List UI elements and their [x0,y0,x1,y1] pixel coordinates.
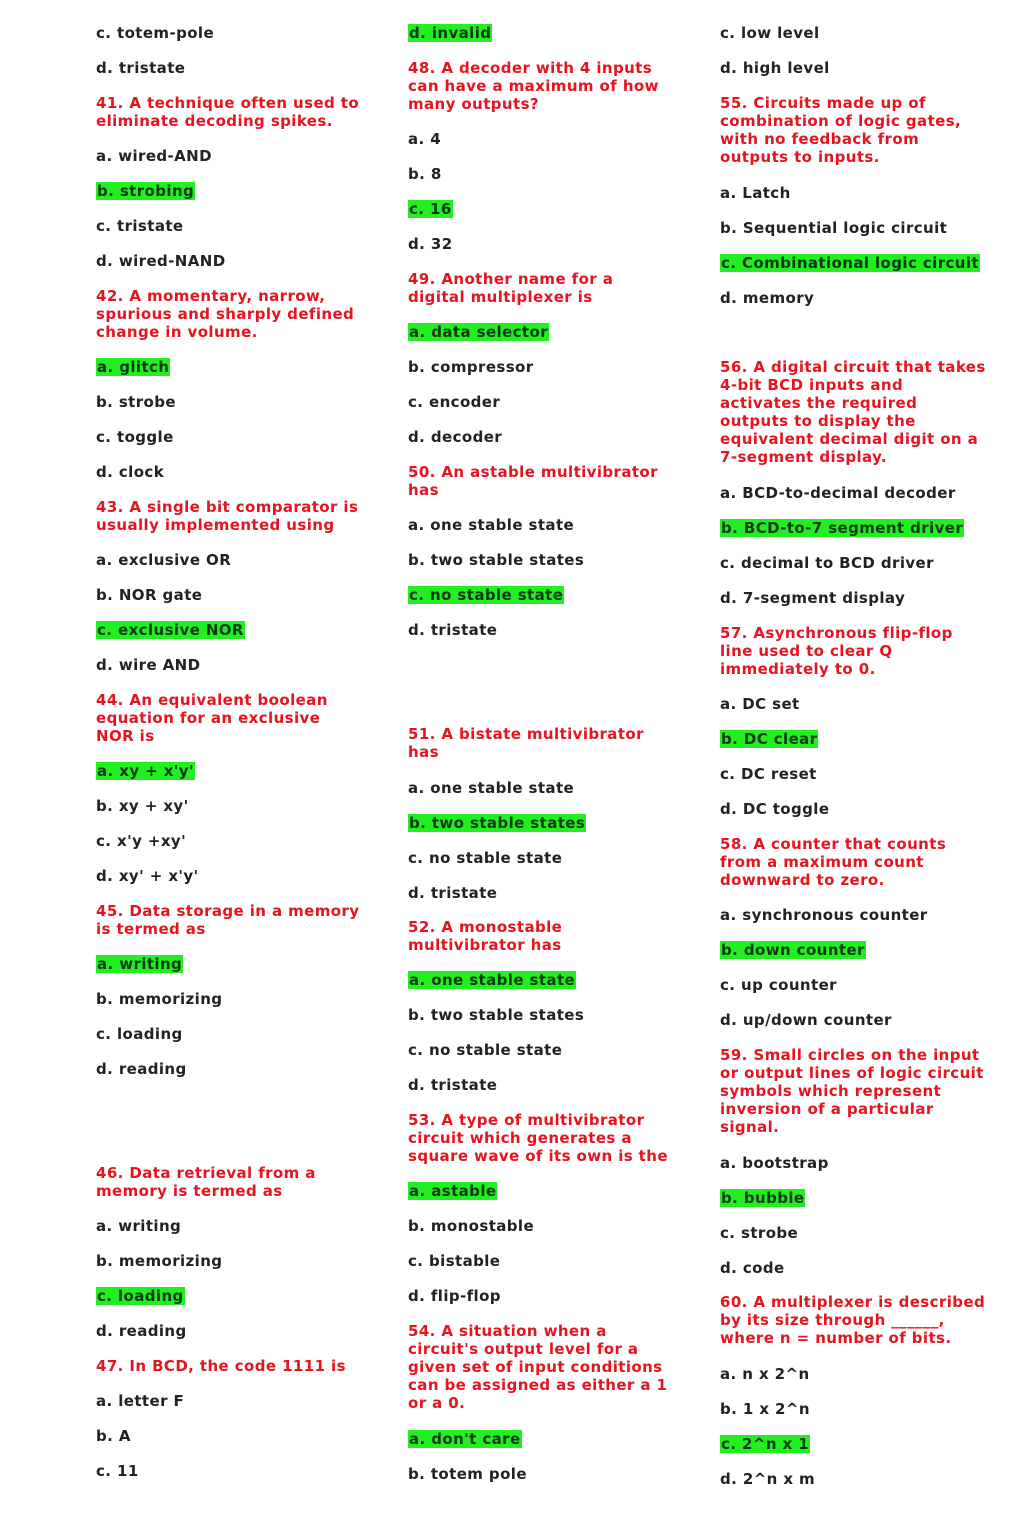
answer-option [408,130,441,148]
answer-option [408,551,584,569]
answer-option-line: d. reading [96,1060,187,1078]
answer-option [720,765,817,783]
question-text-line: 46. Data retrieval from a [96,1164,316,1182]
answer-option-line: d. 7-segment display [720,589,906,607]
question-text-line: inversion of a particular [720,1100,934,1118]
question-text-line: can have a maximum of how [408,77,659,95]
question-text [408,725,644,761]
correct-answer-line: c. loading [97,1287,184,1305]
answer-option [720,1259,785,1277]
question-text-line: 51. A bistate multivibrator [408,725,644,743]
answer-option [720,589,905,607]
question-text-line: 49. Another name for a [408,270,614,288]
question-text-line: 44. An equivalent boolean [96,691,328,709]
answer-option-line: a. letter F [96,1392,185,1410]
question-text-line: 47. In BCD, the code 1111 is [96,1357,346,1375]
answer-option-line: c. encoder [408,393,501,411]
correct-answer-line: a. astable [409,1182,497,1200]
answer-option [720,289,814,307]
answer-option-line: b. totem pole [408,1465,527,1483]
question-text-line: given set of input conditions [408,1358,663,1376]
correct-answer-line: a. data selector [409,323,548,341]
answer-option-line: d. up/down counter [720,1011,892,1029]
answer-option-line: a. one stable state [408,516,575,534]
answer-option [96,1025,183,1043]
answer-option-line: c. low level [720,24,820,42]
correct-answer-line: a. don't care [409,1430,521,1448]
question-text-line: combination of logic gates, [720,112,962,130]
answer-option [408,884,497,902]
question-text [408,918,562,954]
answer-option-line: a. exclusive OR [96,551,232,569]
answer-option [96,24,214,42]
correct-answer [720,519,964,537]
answer-option-line: b. xy + xy' [96,797,189,815]
answer-option-line: b. 1 x 2^n [720,1400,810,1418]
answer-option-line: d. flip-flop [408,1287,501,1305]
question-text-line: 43. A single bit comparator is [96,498,359,516]
question-text-line: 42. A momentary, narrow, [96,287,326,305]
answer-option-line: b. A [96,1427,131,1445]
answer-option-line: d. tristate [408,884,498,902]
question-text-line: 48. A decoder with 4 inputs [408,59,653,77]
correct-answer-line: d. invalid [409,24,492,42]
answer-option-line: b. two stable states [408,551,585,569]
answer-option [408,779,574,797]
correct-answer-line: a. xy + x'y' [97,762,194,780]
question-text-line: 50. An astable multivibrator [408,463,658,481]
question-text-line: 54. A situation when a [408,1322,607,1340]
correct-answer-line: b. bubble [721,1189,805,1207]
answer-option [96,586,202,604]
correct-answer [408,24,492,42]
answer-option-line: b. memorizing [96,1252,223,1270]
question-text-line: 55. Circuits made up of [720,94,926,112]
question-text-line: symbols which represent [720,1082,942,1100]
answer-option-line: b. two stable states [408,1006,585,1024]
question-text-line: or a 0. [408,1394,466,1412]
answer-option-line: c. 11 [96,1462,139,1480]
correct-answer-line: c. 2^n x 1 [721,1435,810,1453]
answer-option-line: c. loading [96,1025,183,1043]
answer-option [408,165,442,183]
question-text [720,1293,985,1347]
question-text-line: or output lines of logic circuit [720,1064,984,1082]
answer-option-line: b. memorizing [96,990,223,1008]
answer-option-line: a. bootstrap [720,1154,829,1172]
question-text-line: multivibrator has [408,936,562,954]
answer-option-line: c. decimal to BCD driver [720,554,934,572]
answer-option [96,252,226,270]
answer-option-line: a. BCD-to-decimal decoder [720,484,956,502]
answer-option-line: b. monostable [408,1217,535,1235]
question-text-line: downward to zero. [720,871,885,889]
question-text-line: can be assigned as either a 1 [408,1376,668,1394]
answer-option [720,976,837,994]
correct-answer-line: b. down counter [721,941,865,959]
answer-option [96,463,164,481]
answer-option [96,1217,181,1235]
correct-answer-line: c. Combinational logic circuit [721,254,979,272]
question-text [96,1357,346,1375]
question-text-line: from a maximum count [720,853,924,871]
answer-option [96,1427,131,1445]
answer-option [720,695,800,713]
question-text [408,463,658,499]
question-text-line: is termed as [96,920,206,938]
question-text-line: where n = number of bits. [720,1329,952,1347]
answer-option-line: d. memory [720,289,815,307]
answer-option [408,235,453,253]
answer-option [96,1252,222,1270]
answer-option-line: d. DC toggle [720,800,830,818]
answer-option [720,24,820,42]
question-text-line: 41. A technique often used to [96,94,360,112]
question-text [408,1111,668,1165]
correct-answer [96,762,195,780]
question-text [96,287,354,341]
question-text-line: 45. Data storage in a memory [96,902,360,920]
answer-option [96,1392,184,1410]
answer-option [96,147,212,165]
correct-answer [720,1189,805,1207]
question-text [408,270,613,306]
question-text-line: spurious and sharply defined [96,305,355,323]
answer-option [96,1060,187,1078]
correct-answer [96,182,195,200]
answer-option-line: d. wired-NAND [96,252,226,270]
answer-option-line: b. compressor [408,358,534,376]
answer-option-line: d. decoder [408,428,503,446]
question-text [720,835,946,889]
answer-option [720,1011,892,1029]
answer-option-line: c. no stable state [408,849,563,867]
correct-answer [720,941,866,959]
answer-option [408,516,574,534]
answer-option-line: d. tristate [408,1076,498,1094]
answer-option-line: d. high level [720,59,830,77]
correct-answer-line: b. strobing [97,182,195,200]
question-text-line: circuit which generates a [408,1129,632,1147]
question-text-line: has [408,743,439,761]
answer-option [720,1470,815,1488]
correct-answer-line: b. BCD-to-7 segment driver [721,519,964,537]
answer-option-line: a. DC set [720,695,800,713]
correct-answer-line: c. 16 [409,200,452,218]
answer-option-line: c. tristate [96,217,184,235]
correct-answer-line: a. one stable state [409,971,576,989]
answer-option-line: b. NOR gate [96,586,203,604]
answer-option-line: c. no stable state [408,1041,563,1059]
answer-option-line: a. n x 2^n [720,1365,810,1383]
question-text-line: change in volume. [96,323,258,341]
correct-answer [408,971,576,989]
answer-option [96,217,184,235]
question-text-line: 60. A multiplexer is described [720,1293,986,1311]
answer-option-line: d. 2^n x m [720,1470,816,1488]
answer-option-line: b. strobe [96,393,176,411]
answer-option [720,1224,798,1242]
answer-option [408,1217,534,1235]
question-text-line: 52. A monostable [408,918,563,936]
question-text-line: 56. A digital circuit that takes [720,358,986,376]
correct-answer [96,1287,185,1305]
answer-option-line: a. one stable state [408,779,575,797]
answer-option [720,1400,810,1418]
question-text-line: NOR is [96,727,155,745]
answer-option [96,797,189,815]
answer-option-line: a. Latch [720,184,791,202]
correct-answer-line: b. two stable states [409,814,586,832]
answer-option-line: d. tristate [96,59,186,77]
question-text [720,358,986,466]
correct-answer [96,358,170,376]
question-text-line: 53. A type of multivibrator [408,1111,645,1129]
answer-option [96,428,174,446]
question-text-line: line used to clear Q [720,642,893,660]
answer-option [720,1365,810,1383]
answer-option-line: d. wire AND [96,656,201,674]
question-text [96,498,358,534]
answer-option-line: c. up counter [720,976,837,994]
answer-option-line: c. bistable [408,1252,501,1270]
question-text [720,94,961,166]
question-text [96,94,359,130]
question-text-line: circuit's output level for a [408,1340,639,1358]
question-text [720,624,953,678]
answer-option-line: c. toggle [96,428,174,446]
answer-option [720,59,830,77]
question-text-line: activates the required [720,394,918,412]
answer-option [96,1322,187,1340]
answer-option-line: d. xy' + x'y' [96,867,199,885]
correct-answer [720,254,980,272]
answer-option [720,219,947,237]
correct-answer [408,1430,522,1448]
correct-answer [408,323,549,341]
answer-option [720,554,934,572]
correct-answer-line: c. exclusive NOR [97,621,244,639]
question-text-line: outputs to inputs. [720,148,880,166]
answer-option [720,184,791,202]
answer-option [408,1076,497,1094]
answer-option [408,1287,501,1305]
answer-option [408,1006,584,1024]
question-text-line: 58. A counter that counts [720,835,947,853]
answer-option-line: a. 4 [408,130,442,148]
answer-option-line: d. tristate [408,621,498,639]
question-text [408,1322,667,1412]
correct-answer [408,814,586,832]
question-text-line: square wave of its own is the [408,1147,668,1165]
answer-option [96,832,186,850]
question-text-line: digital multiplexer is [408,288,593,306]
answer-option-line: c. totem-pole [96,24,215,42]
question-text [96,902,359,938]
question-text-line: usually implemented using [96,516,335,534]
answer-option [96,867,199,885]
answer-option [96,656,200,674]
question-text-line: 4-bit BCD inputs and [720,376,904,394]
answer-option [408,1252,500,1270]
answer-option-line: c. DC reset [720,765,817,783]
answer-option-line: a. wired-AND [96,147,212,165]
answer-option [720,800,829,818]
answer-option [408,393,500,411]
correct-answer [96,955,183,973]
answer-option-line: d. 32 [408,235,453,253]
answer-option [96,990,222,1008]
question-text-line: 7-segment display. [720,448,888,466]
answer-option [408,428,502,446]
answer-option [96,1462,139,1480]
answer-option [720,906,928,924]
answer-option-line: a. synchronous counter [720,906,928,924]
answer-option [96,59,185,77]
answer-option-line: c. x'y +xy' [96,832,187,850]
question-text-line: immediately to 0. [720,660,876,678]
question-text [720,1046,984,1136]
correct-answer [96,621,245,639]
correct-answer [408,200,453,218]
answer-option [720,1154,829,1172]
answer-option-line: d. code [720,1259,785,1277]
question-text-line: memory is termed as [96,1182,283,1200]
question-text-line: with no feedback from [720,130,920,148]
question-text-line: eliminate decoding spikes. [96,112,333,130]
correct-answer [408,586,564,604]
correct-answer [720,1435,810,1453]
answer-option-line: b. 8 [408,165,442,183]
correct-answer-line: a. writing [97,955,183,973]
correct-answer-line: b. DC clear [721,730,818,748]
answer-option-line: d. clock [96,463,165,481]
question-text-line: by its size through ______, [720,1311,945,1329]
answer-option [96,551,231,569]
question-text-line: many outputs? [408,95,540,113]
question-text-line: equation for an exclusive [96,709,321,727]
answer-option-line: c. strobe [720,1224,799,1242]
correct-answer [408,1182,497,1200]
answer-option [96,393,176,411]
answer-option [408,1465,527,1483]
answer-option [720,484,956,502]
question-text [96,691,328,745]
correct-answer [720,730,818,748]
question-text-line: has [408,481,439,499]
answer-option-line: b. Sequential logic circuit [720,219,948,237]
answer-option [408,1041,562,1059]
answer-option [408,621,497,639]
question-text-line: equivalent decimal digit on a [720,430,979,448]
question-text [408,59,659,113]
question-text-line: 59. Small circles on the input [720,1046,980,1064]
question-text [96,1164,316,1200]
answer-option-line: a. writing [96,1217,182,1235]
question-text-line: outputs to display the [720,412,916,430]
question-text-line: signal. [720,1118,780,1136]
answer-option-line: d. reading [96,1322,187,1340]
answer-option [408,358,534,376]
question-text-line: 57. Asynchronous flip-flop [720,624,953,642]
correct-answer-line: a. glitch [97,358,170,376]
correct-answer-line: c. no stable state [409,586,564,604]
answer-option [408,849,562,867]
